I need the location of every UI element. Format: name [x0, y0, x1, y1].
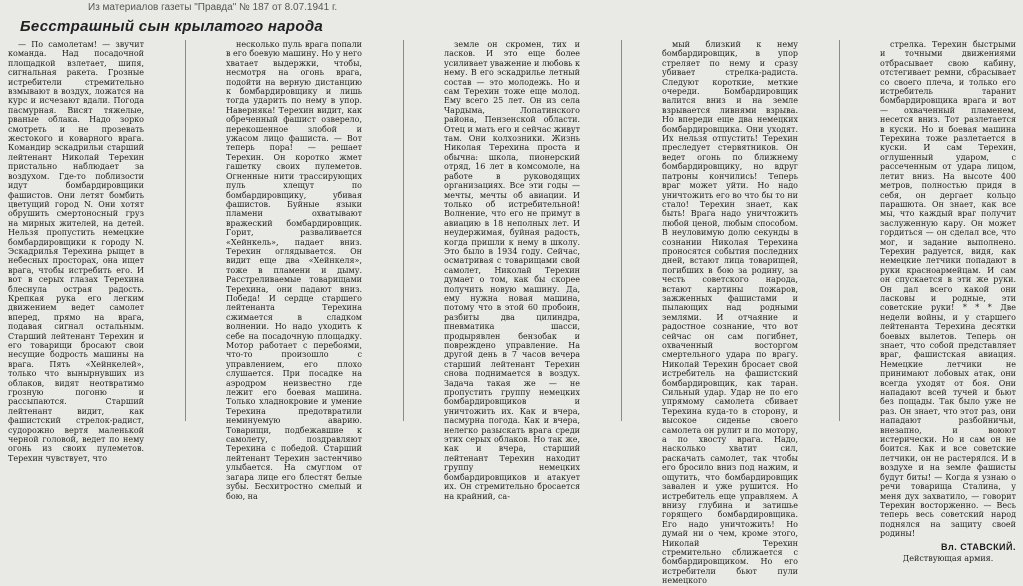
author-signature: Вл. СТАВСКИЙ.: [940, 541, 1016, 552]
column-text: мый близкий к нему бомбардировщик, в упор стреляет по нему и сразу убивает стрелка-радиста. Следуют короткие, меткие очереди. Бомбардировщик валится вниз и на земле взрывается ливнями взрыва. Но впереди еще два немецких бомбардировщика. Они уходят. Их нельзя отпустить! Терехин преследует стервятников. Он ведет огонь по ближнему бомбардировщику, но вдруг патроны кончились! Теперь враг может уйти. Но надо уничтожить его во что бы то ни стало! Терехин знает, как быть! Врага надо уничтожить любой ценой, любым способом. В неуловимую долю секунды в сознании Николая Терехина проносятся события последних дней, встают лица товарищей, погибших в бою за родину, за честь советского народа, встают картины пожаров, зажженных фашистами и пылающих над родными землями. И отчаяние и радостное сознание, что вот сейчас он сам погибнет, охваченный восторгом смертельного удара по врагу. Николай Терехин бросает свой истребитель на фашистский бомбардировщик, как таран. Сильный удар. Удар не по его упрямому самолета сбивает Терехина куда-то в сторону, и высокое сиденье своего самолета он рулит и по мотору, а по хвосту врага. Надо, насколько хватит сил, раскачать самолет, так чтобы его бросило вниз под нажим, и ощутить, что бомбардировщик завален и уже рушится. Но истребитель еще управляем. А внизу глубина и затишье горящего бомбардировщика. Его надо уничтожить! Но думай ни о чем, кроме этого, Николай Терехин стремительно сближается с бомбардировщиком. Но его истребители бьют пули немецкого: [662, 40, 798, 586]
article-column-5: [880, 40, 1016, 563]
article-title: Бесстрашный сын крылатого народа: [20, 18, 324, 35]
column-divider: [185, 40, 186, 421]
column-text: — По самолетам! — звучит команда. Над посадочной площадкой взлетает, шипя, сигнальная ракета. Грозные истребители стремительно взмывают в воздух, ложатся на курс и исчезают вдали. Погода пасмурная. Висят тяжелые, рваные облака. Надо зорко смотреть и не прозевать жестокого и коварного врага. Командир эскадрильи старший лейтенант Николай Терехин пристально наблюдает за воздухом. Где-то поблизости идут бомбардировщики фашистов. Они летят бомбить цветущий город N. Они хотят обрушить смертоносный груз на мирных жителей, на детей. Нельзя пропустить немецкие бомбардировщики к городу N. Эскадрилья Терехина рыщет в небесных просторах, она ищет врага, чтобы истребить его. И вот в серых глазах Терехина блеснула острая радость. Крепкая рука его легким движением ведет самолет вперед, прямо на врага, подавая сигнал остальным. Старший лейтенант Терехин и его товарищи бросают свои несущие бодрость машины на врага. Пять «Хейнкелей», только что вынырнувших из облаков, видят неотвратимо грозную погоню и рассыпаются. Старший лейтенант видит, как фашистский стрелок-радист, судорожно вертя маленькой черной головой, ведет по нему огонь из своих пулеметов. Терехин чувствует, что: [8, 40, 144, 463]
source-header: Из материалов газеты "Правда" № 187 от 8.07.1941 г.: [88, 2, 338, 13]
column-text: стрелка. Терехин быстрыми и точными движениями отбрасывает свою кабину, отстегивает ремни, сбрасывает со своего плеча, и только его истребитель таранит бомбардировщика врага и вот — охваченный пламенем, несется вниз. Тот разлетается в куски. Но и боевая машина Терехина тоже разлетается в куски. И сам Терехин, оглушенный ударом, с рассеченным от удара лицом, летит вниз. На высоте 400 метров, полностью придя в себя, он дергает кольцо парашюта. Он знает, как все мы, что каждый враг получит заслуженную кару. Он может гордиться — он сделал все, что мог, и задание выполнено. Терехин радуется, видя, как немецкие летчики попадают в руки красноармейцам. И сам он спускается в эти же руки. Он дал всего какой они ласковы и родные, эти советские руки! * * * Две недели войны, и у старшего лейтенанта Терехина десятки боевых вылетов. Теперь он знает, что собой представляет враг, фашистская авиация. Немецкие летчики не принимают лобовых атак, они всегда уходят от боя. Они нападают всей тучей и бьют без пощады. Так было уже не раз. Он знает, что этот раз, они нападают разбойничьи, внезапно, и воюют истерически. Но и сам он не боится. Как и все советские летчики, он не растерялся. И в воздухе и на земле фашисты будут биты! — Когда я узнаю о речи товарища Сталина, у меня дух захватило, — говорит Терехин восторженно. — Весь теперь весь советский народ поднялся на защиту своей родины!: [880, 40, 1016, 539]
article-column-3: [444, 40, 580, 501]
article-column-1: [8, 40, 144, 463]
column-divider: [839, 40, 840, 421]
column-text: земле он скромен, тих и ласков. И это еще более усиливает уважение и любовь к нему. В его эскадрилье летный состав — это молодежь. Но и сам Терехин тоже еще молод. Ему всего 25 лет. Он из села Чардыма, Лопатинского района, Пензенской области. Отец и мать его и сейчас живут там. Они колхозники. Жизнь Николая Терехина проста и обычна: школа, пионерский отряд, 16 лет в комсомоле, на работе в руководящих организациях. Все эти годы — мечты, мечты об авиации. И только об истребительной! Волнение, что его не примут в авиацию в 18 неполных лет. И неудержимая, буйная радость, когда пришли к нему в школу. Это было в 1934 году. Сейчас, осматривая с товарищами свой самолет, Николай Терехин думает о том, как бы скорее получить новую машину. Да, ему нужна новая машина, потому что в этой 60 пробоин, разбиты два цилиндра, пневматика шасси, продырявлен бензобак и повреждено управление. На другой день в 7 часов вечера старший лейтенант Терехин снова поднимается в воздух. Задача такая же — не пропустить группу немецких бомбардировщиков и уничтожить их. Как и вчера, пасмурна погода. Как и вчера, нелегко разыскать врага среди этих серых облаков. Но так же, как и вчера, старший лейтенант Терехин находит группу немецких бомбардировщиков и атакует их. Он стремительно бросается на крайний, са-: [444, 40, 580, 501]
article-body: [8, 40, 1016, 586]
column-divider: [403, 40, 404, 421]
column-divider: [621, 40, 622, 421]
article-column-4: [662, 40, 798, 586]
author-location: Действующая армия.: [902, 553, 994, 563]
column-text: несколько пуль врага попали в его боевую машину. Но у него хватает выдержки, чтобы, несмотря на огонь врага, подойти на верную дистанцию к бомбардировщику и лишь тогда ударить по нему в упор. Наверняка! Терехин видит, как обреченный фашист озверело, перекошенное злобой и ужасом лицо фашиста. — Вот теперь пора! — решает Терехин. Он коротко жмет гашетку своих пулеметов. Огненные нити трассирующих пуль хлещут по бомбардировщику, убивая фашистов. Буйные языки пламени охватывают вражеский бомбардировщик. Горит, разваливается «Хейнкель», падает вниз. Терехин оглядывается. Он видит еще два «Хейнкеля», тоже в пламени и дыму. Расстреливаемые товарищами Терехина, они падают вниз. Победа! И сердце старшего лейтенанта Терехина сжимается в сладком волнении. Но надо уходить к себе на посадочную площадку. Мотор работает с перебоями, что-то произошло с управлением, его плохо слушается. При посадке на аэродром неизвестно где лежит его боевая машина. Только хладнокровие и умение Терехина предотвратили неминуемую аварию. Товарищи, подбежавшие к самолету, поздравляют Терехина с победой. Старший лейтенант Терехин застенчиво улыбается. На смуглом от загара лице его блестят белые зубы. Бесхитростно смелый и бою, на: [226, 40, 362, 501]
article-column-2: [226, 40, 362, 501]
